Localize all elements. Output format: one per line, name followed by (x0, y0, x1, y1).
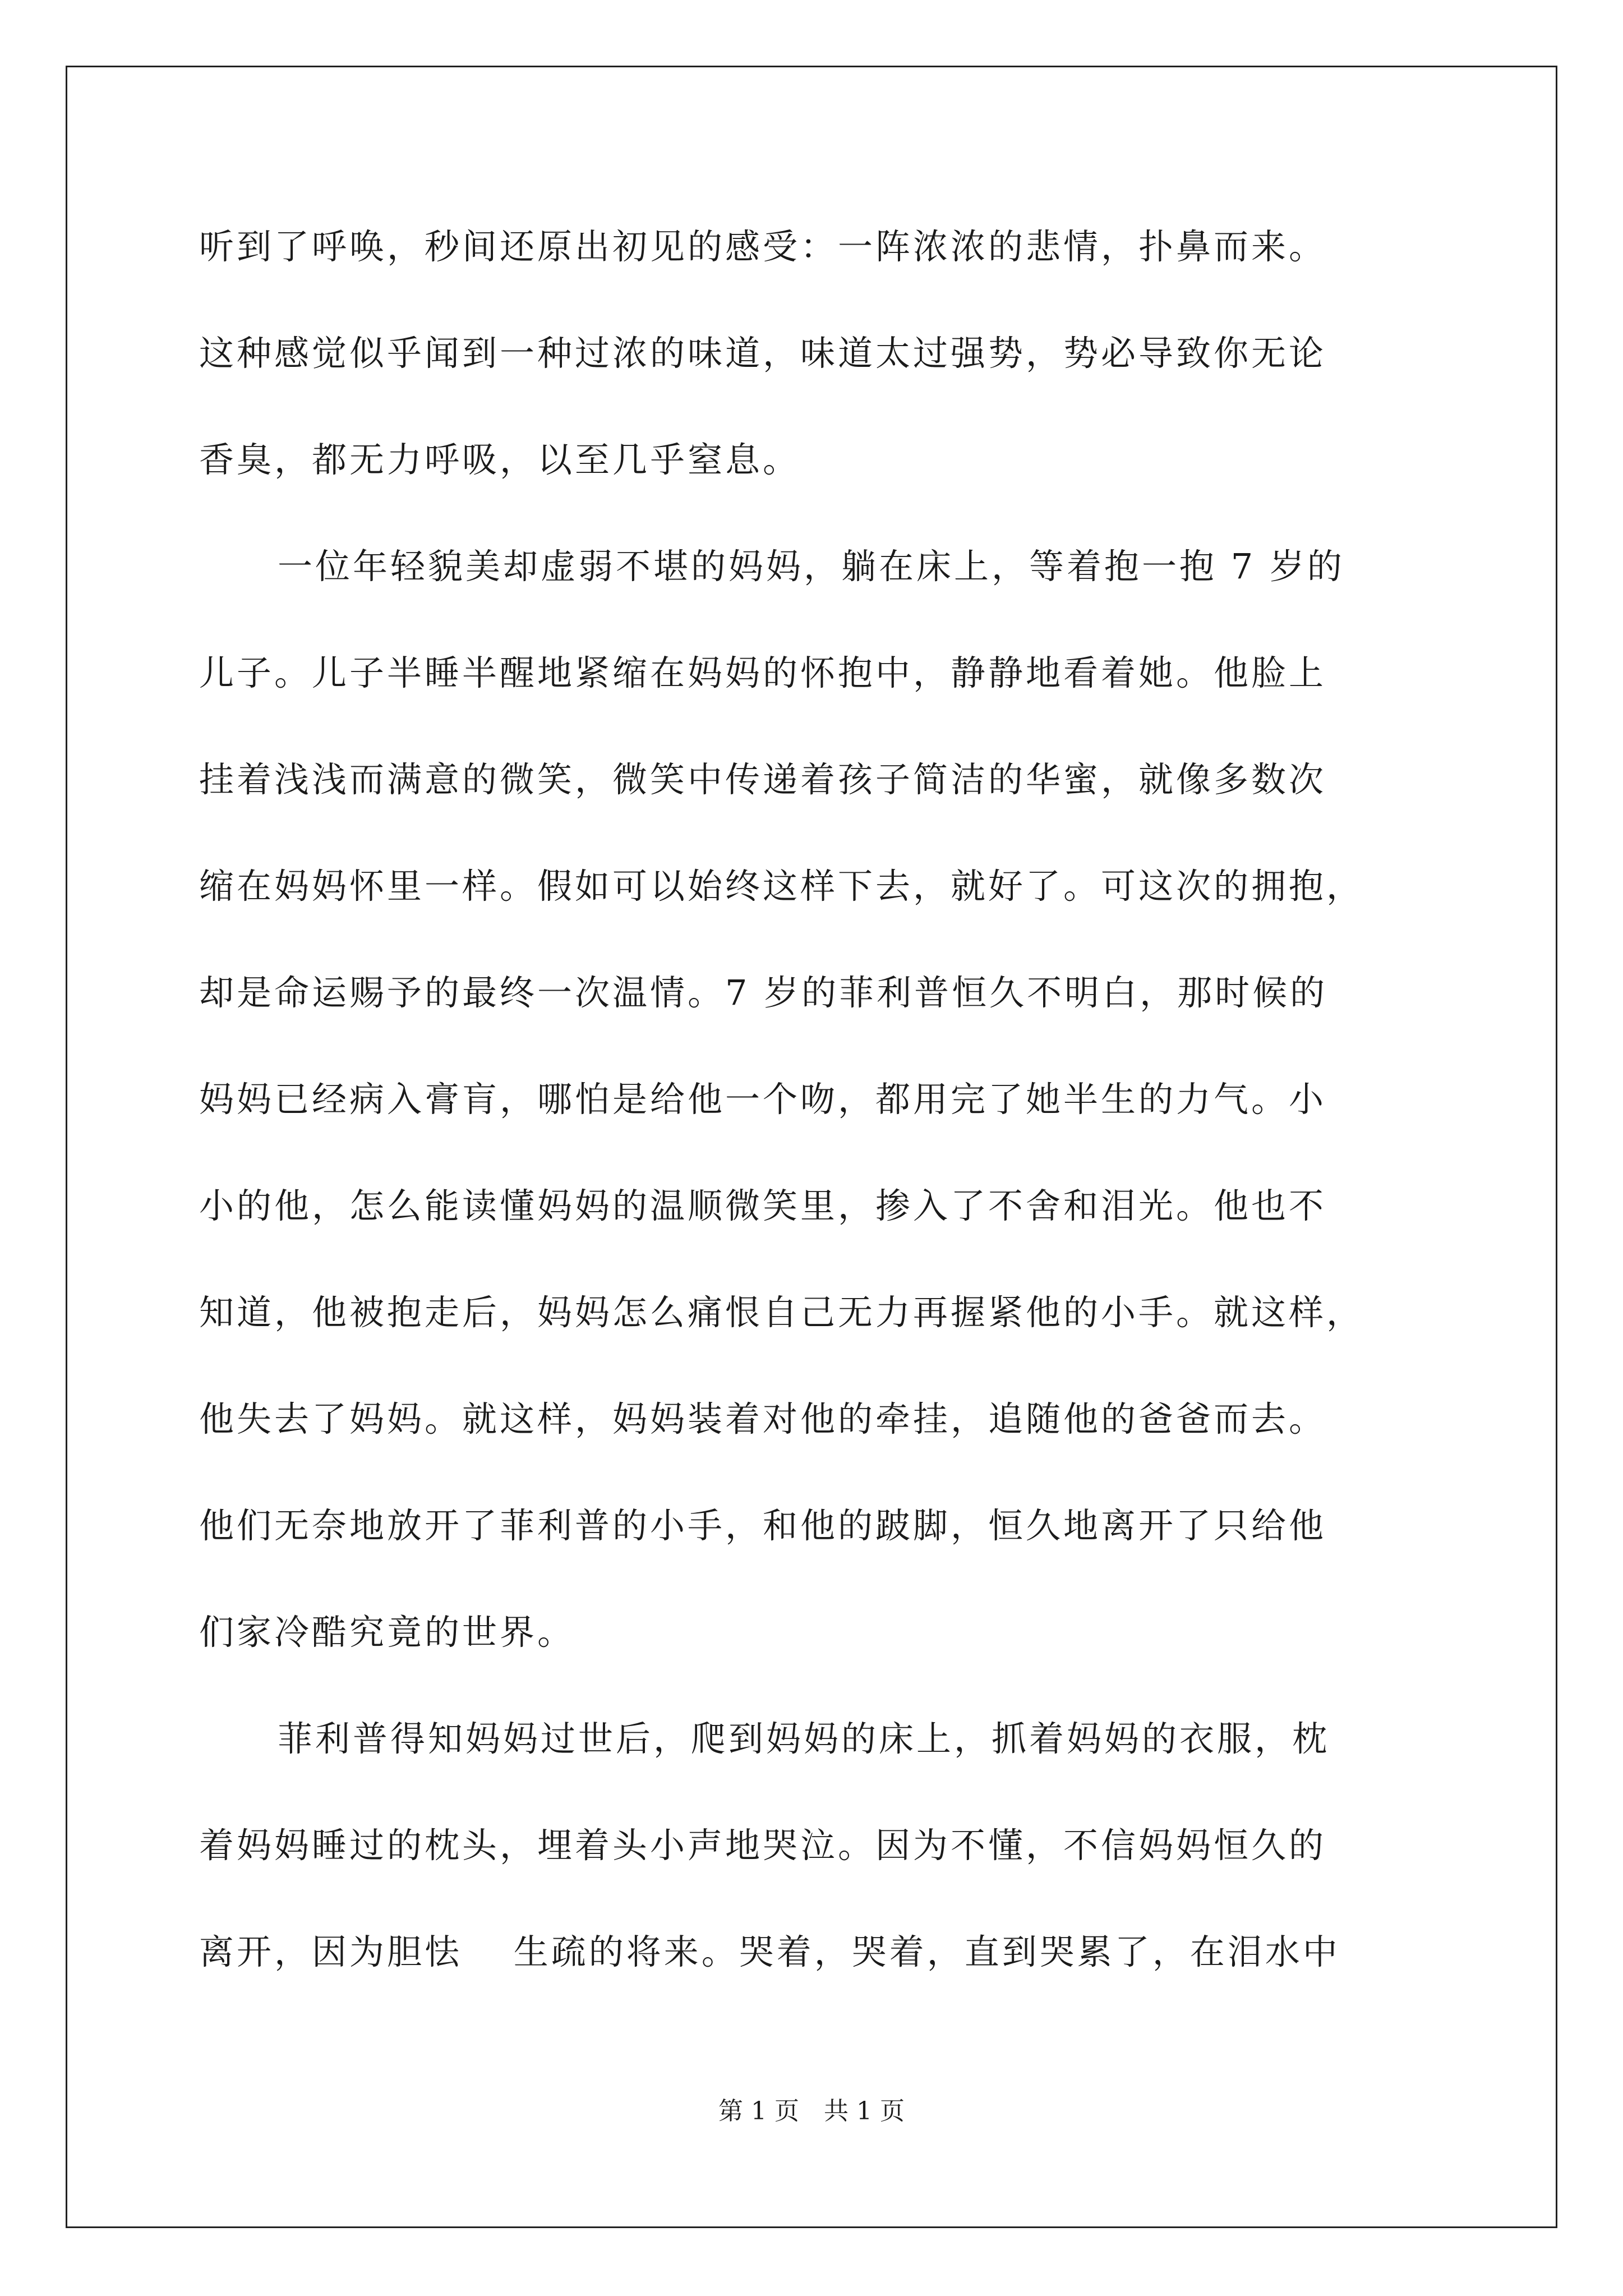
text-line: 挂着浅浅而满意的微笑，微笑中传递着孩子简洁的华蜜，就像多数次 (199, 759, 1327, 800)
page-number: 第 1 页 共 1 页 (718, 2097, 905, 2125)
text-line: 缩在妈妈怀里一样。假如可以始终这样下去，就好了。可这次的拥抱， (199, 866, 1364, 907)
text-line: 们家冷酷究竟的世界。 (199, 1612, 575, 1653)
text-line: 听到了呼唤，秒间还原出初见的感受：一阵浓浓的悲情，扑鼻而来。 (199, 226, 1327, 267)
text-line: 小的他，怎么能读懂妈妈的温顺微笑里，掺入了不舍和泪光。他也不 (199, 1185, 1327, 1226)
text-line: 知道，他被抱走后，妈妈怎么痛恨自己无力再握紧他的小手。就这样， (199, 1292, 1364, 1333)
text-line: 却是命运赐予的最终一次温情。7 岁的菲利普恒久不明白，那时候的 (199, 972, 1328, 1013)
page-border (66, 66, 1557, 2228)
text-line: 这种感觉似乎闻到一种过浓的味道，味道太过强势，势必导致你无论 (199, 333, 1327, 374)
text-line: 着妈妈睡过的枕头，埋着头小声地哭泣。因为不懂，不信妈妈恒久的 (199, 1825, 1327, 1866)
text-line: 儿子。儿子半睡半醒地紧缩在妈妈的怀抱中，静静地看着她。他脸上 (199, 652, 1327, 693)
paragraph-start-line: 一位年轻貌美却虚弱不堪的妈妈，躺在床上，等着抱一抱 7 岁的 (278, 546, 1345, 587)
text-line: 离开，因为胆怯 生疏的将来。哭着，哭着，直到哭累了，在泪水中 (199, 1931, 1340, 1972)
paragraph-start-line: 菲利普得知妈妈过世后，爬到妈妈的床上，抓着妈妈的衣服，枕 (278, 1718, 1330, 1759)
text-line: 妈妈已经病入膏肓，哪怕是给他一个吻，都用完了她半生的力气。小 (199, 1079, 1327, 1120)
text-line: 他失去了妈妈。就这样，妈妈装着对他的牵挂，追随他的爸爸而去。 (199, 1398, 1327, 1439)
page-footer (0, 2095, 1623, 2128)
text-line: 他们无奈地放开了菲利普的小手，和他的跛脚，恒久地离开了只给他 (199, 1505, 1327, 1546)
text-line: 香臭，都无力呼吸，以至几乎窒息。 (199, 439, 801, 480)
